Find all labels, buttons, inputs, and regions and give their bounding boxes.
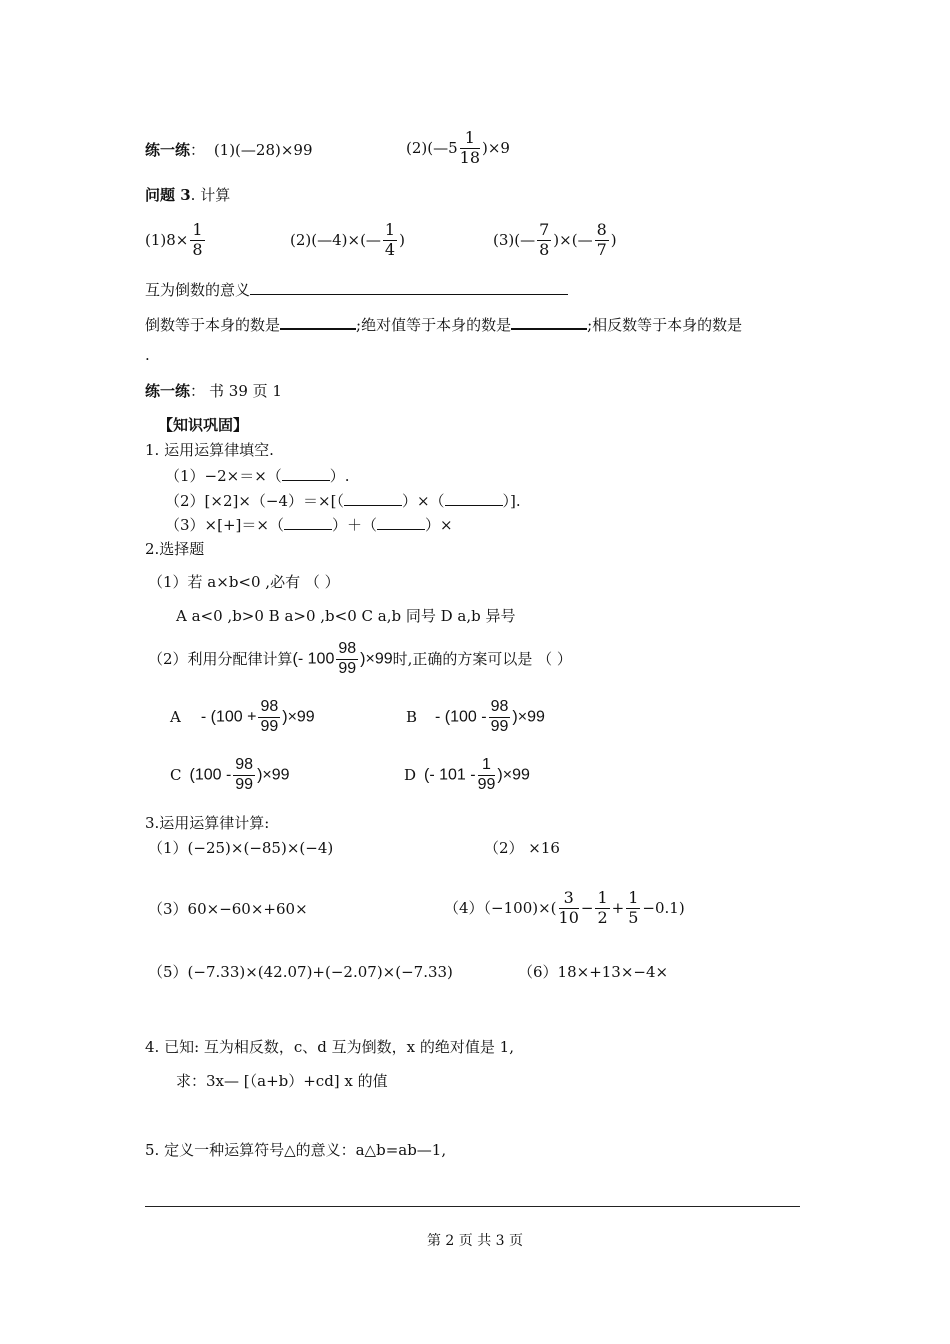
q2-title: 2.选择题 (145, 540, 205, 558)
q3-item-4: （4）（−100)×( $\frac{3}{10}$ − $\frac{1}{2}$ + $\frac{1}{5}$ −0.1) (444, 888, 685, 927)
answer-blank[interactable] (282, 468, 330, 481)
q1-item-1: （1）−2×＝×（ ）. (165, 467, 350, 485)
q3-item-3: （3）60×−60×+60× (148, 900, 308, 918)
consolidation-heading: 【知识巩固】 (158, 416, 249, 434)
q4-line-1: 4. 已知: 互为相反数，c、d 互为倒数，x 的绝对值是 1, (145, 1038, 514, 1056)
q2-item-1-options: A a<0 ,b>0 B a>0 ,b<0 C a,b 同号 D a,b 异号 (176, 607, 516, 625)
practice-item-1: (1)(—28)×99 (213, 141, 313, 159)
q3-item-6: （6）18×+13×−4× (518, 963, 669, 981)
practice-line-2: 练一练： 书 39 页 1 (145, 382, 282, 400)
footer-divider (145, 1206, 800, 1207)
q3-item-2: （2） ×16 (484, 839, 560, 857)
answer-blank[interactable] (284, 517, 332, 530)
q3-item-5: （5）(−7.33)×(42.07)+(−2.07)×(−7.33) (148, 963, 453, 981)
q2-item-1: （1）若 a×b<0 ,必有 （ ） (148, 573, 340, 591)
problem3-item-3: (3)(— $\frac{7}{8}$ )×(— $\frac{8}{7}$ ) (493, 220, 617, 259)
answer-blank[interactable] (344, 493, 402, 506)
fraction: $\frac{1}{99}$ (477, 756, 496, 793)
practice-label: 练一练 (145, 141, 191, 159)
q1-item-2: （2）[×2]×（−4）＝×[（ ）×（ ）]. (165, 492, 521, 510)
fraction: $\frac{8}{7}$ (596, 220, 607, 259)
q3-title: 3.运用运算律计算: (145, 814, 270, 832)
page-footer: 第 2 页 共 3 页 (426, 1233, 524, 1249)
fraction: $\frac{1}{18}$ (459, 128, 481, 167)
q1-title: 1. 运用运算律填空. (145, 441, 274, 459)
period: . (145, 346, 150, 364)
problem3-heading: 问题 3. 计算 (145, 186, 231, 204)
fraction: $\frac{7}{8}$ (539, 220, 550, 259)
fraction: $\frac{3}{10}$ (558, 888, 579, 927)
self-equal-line: 倒数等于本身的数是 ;绝对值等于本身的数是 ;相反数等于本身的数是 (145, 316, 743, 334)
option-a: A - (100 + $\frac{98}{99}$ )×99 (170, 698, 315, 735)
option-c: C (100 - $\frac{98}{99}$ )×99 (170, 756, 290, 793)
fraction: $\frac{98}{99}$ (338, 640, 357, 677)
reciprocal-meaning-line: 互为倒数的意义 (145, 280, 568, 298)
option-d: D (- 101 - $\frac{1}{99}$ )×99 (404, 756, 530, 793)
option-b: B - (100 - $\frac{98}{99}$ )×99 (406, 698, 545, 735)
fraction: $\frac{1}{5}$ (628, 888, 639, 927)
fraction: $\frac{1}{8}$ (192, 220, 203, 259)
fraction: $\frac{1}{4}$ (384, 220, 396, 259)
practice-item-2: (2)(—5 $\frac{1}{18}$ )×9 (406, 128, 510, 167)
problem3-item-2: (2)(—4)×(— $\frac{1}{4}$ ) (290, 220, 405, 259)
q2-item-2: （2）利用分配律计算(- 100 $\frac{98}{99}$ )×99时,正确的方案可以是 （ ） (148, 640, 572, 677)
answer-blank[interactable] (445, 493, 503, 506)
answer-blank[interactable] (250, 280, 568, 295)
q3-item-1: （1）(−25)×(−85)×(−4) (148, 839, 334, 857)
problem3-item-1: (1)8× $\frac{1}{8}$ (145, 220, 203, 259)
fraction: $\frac{98}{99}$ (260, 698, 279, 735)
q1-item-3: （3）×[+]＝×（ ）＋（ ）× (165, 516, 453, 534)
fraction: $\frac{98}{99}$ (490, 698, 509, 735)
answer-blank[interactable] (377, 517, 425, 530)
q4-line-2: 求：3x— [（a+b）+cd] x 的值 (176, 1072, 388, 1090)
answer-blank[interactable] (511, 314, 587, 330)
q5-line: 5. 定义一种运算符号△的意义：a△b=ab—1, (145, 1141, 447, 1159)
fraction: $\frac{1}{2}$ (597, 888, 608, 927)
fraction: $\frac{98}{99}$ (235, 756, 254, 793)
answer-blank[interactable] (280, 314, 356, 330)
practice-line-1: 练一练： (1)(—28)×99 (145, 141, 313, 159)
